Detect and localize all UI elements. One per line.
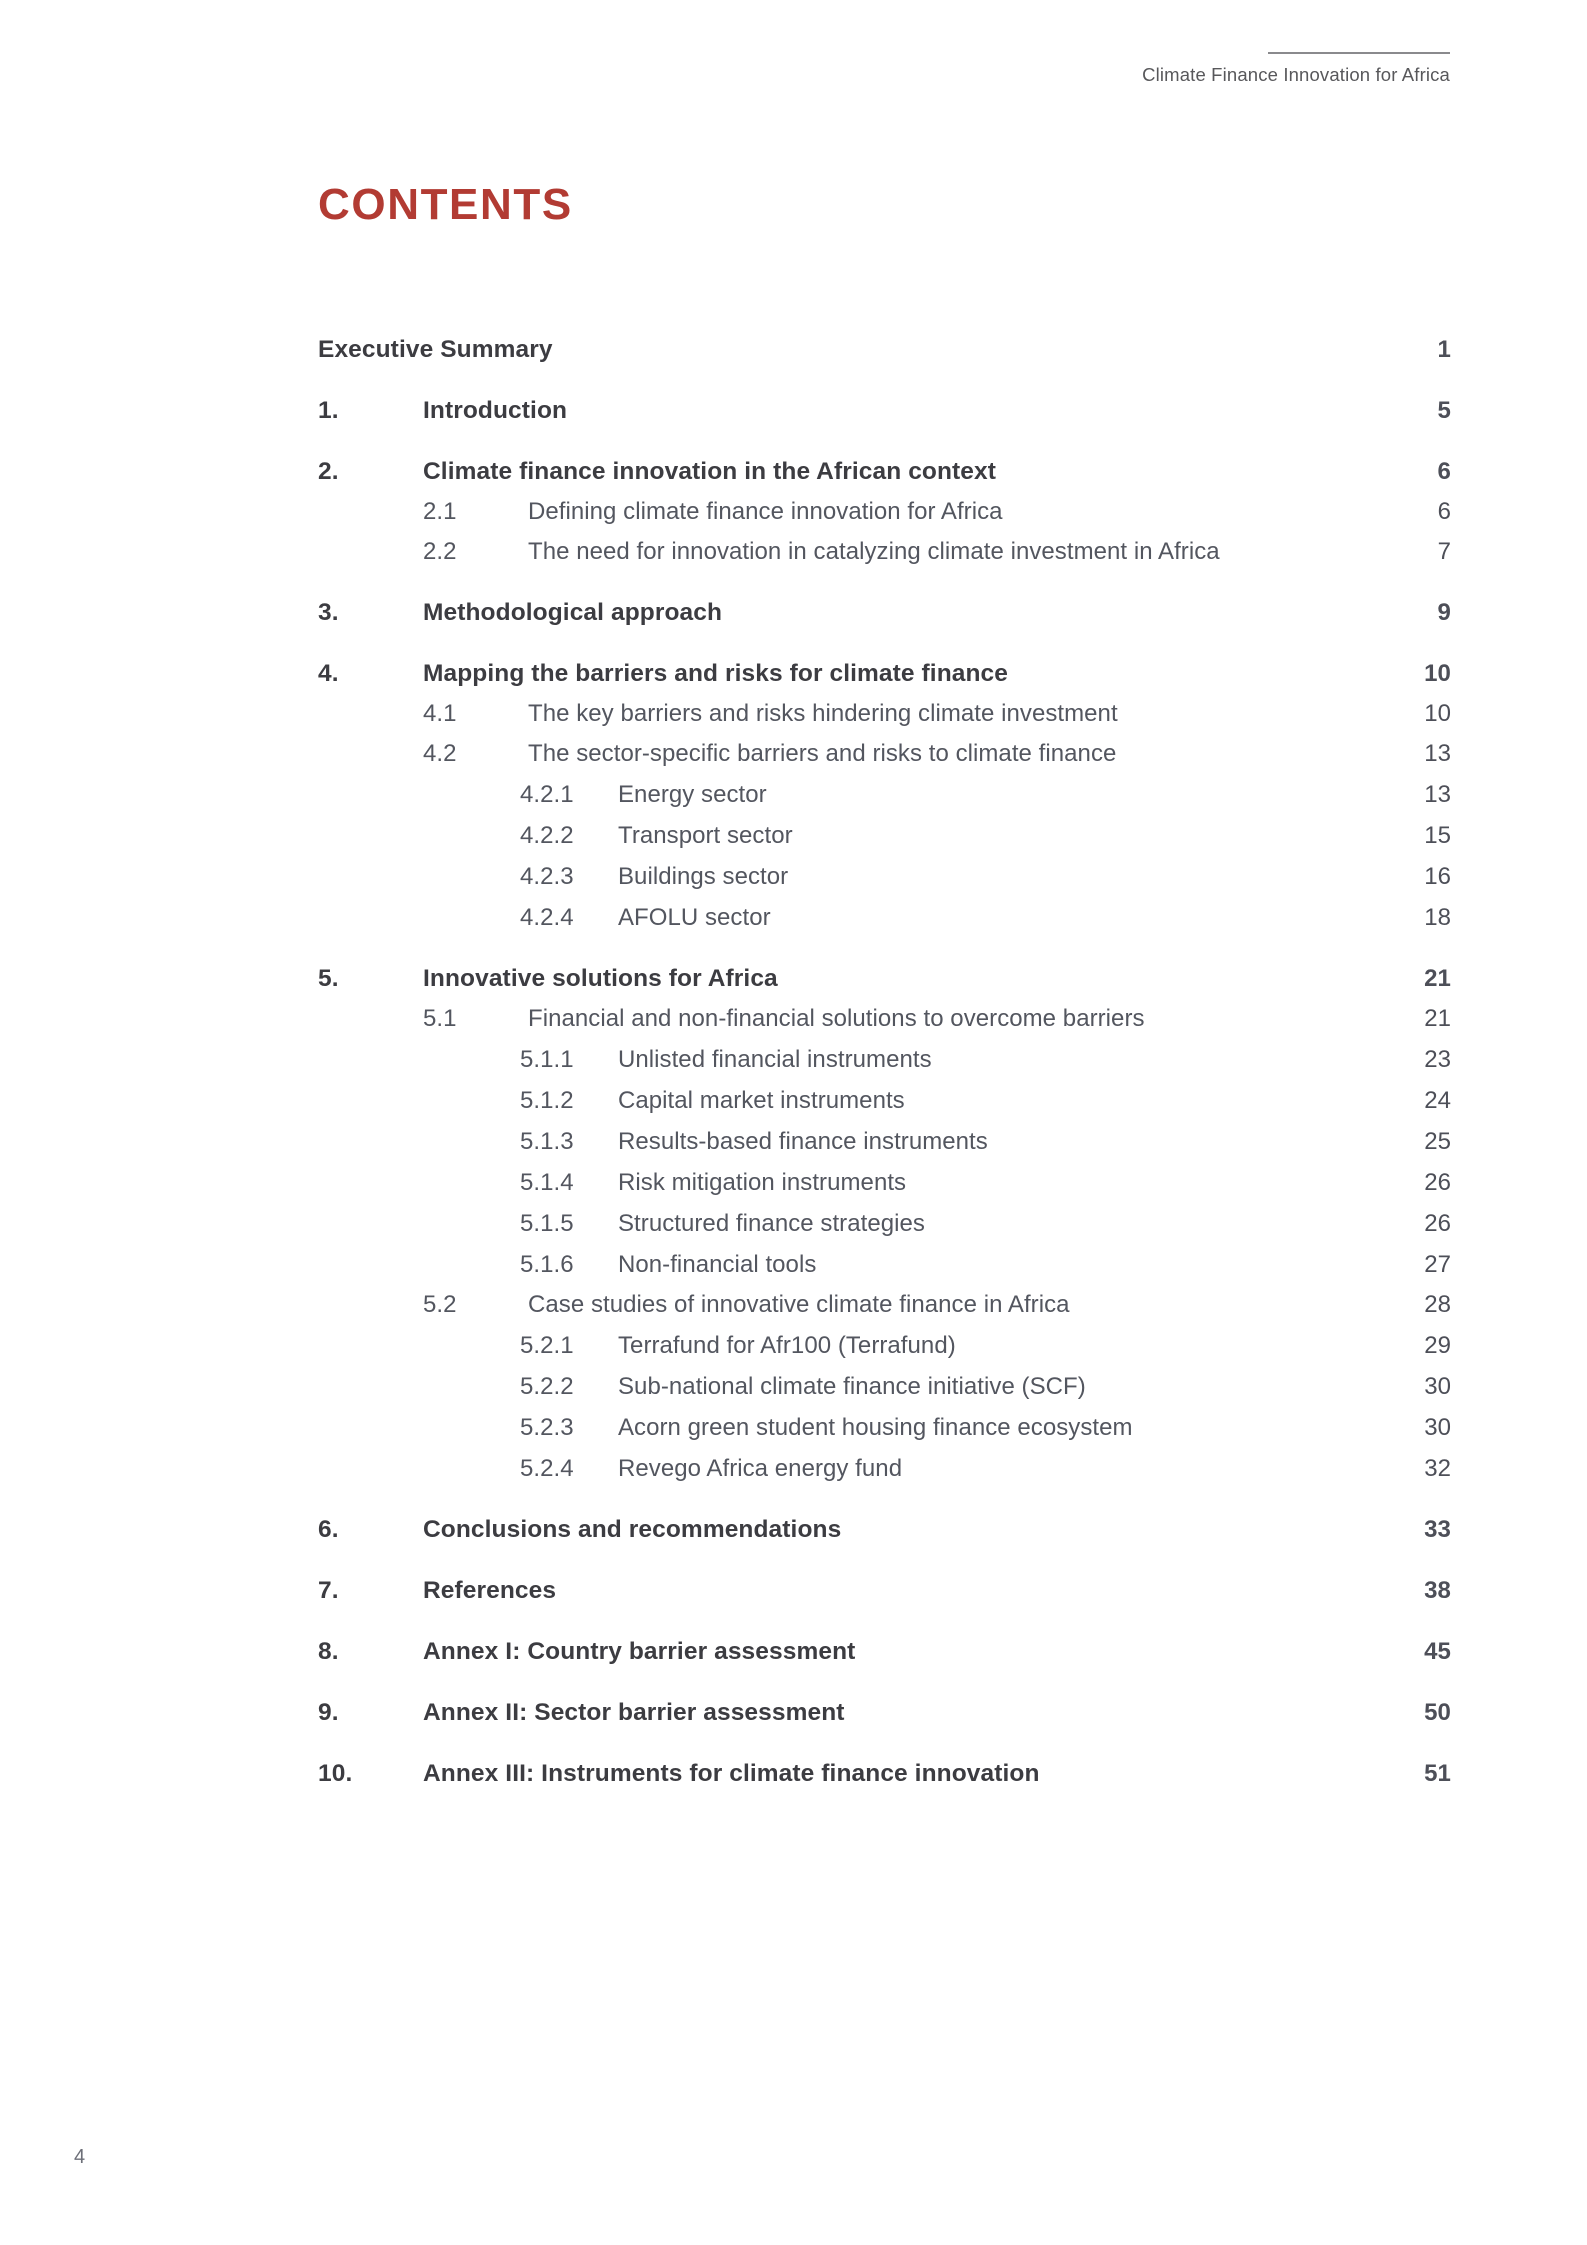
toc-group-gap (318, 566, 1451, 599)
toc-entry-page-number: 25 (1424, 1128, 1451, 1155)
toc-entry-page-number: 45 (1424, 1638, 1451, 1665)
toc-entry-page-number: 13 (1424, 781, 1451, 808)
toc-entry-number: 7. (318, 1577, 339, 1604)
toc-group-gap (318, 1605, 1451, 1638)
toc-entry-page-number: 18 (1424, 904, 1451, 931)
toc-entry[interactable] (318, 1638, 1451, 1666)
toc-entry-number: 4.2.3 (520, 863, 574, 890)
toc-entry-page-number: 30 (1424, 1414, 1451, 1441)
toc-entry-title: Innovative solutions for Africa (423, 965, 778, 992)
toc-entry-page-number: 13 (1424, 740, 1451, 767)
toc-entry-title: Conclusions and recommendations (423, 1516, 842, 1543)
toc-entry-number: 5.2.4 (520, 1455, 574, 1482)
toc-entry-title: The key barriers and risks hindering climate investment (528, 700, 1118, 727)
toc-entry-number: 5.2.3 (520, 1414, 574, 1441)
toc-entry-title: Non-financial tools (618, 1251, 817, 1278)
toc-entry[interactable] (318, 1332, 1451, 1360)
toc-entry[interactable] (318, 700, 1451, 728)
toc-entry[interactable] (318, 965, 1451, 993)
toc-entry-number: 4.1 (423, 700, 457, 727)
toc-entry[interactable] (318, 1455, 1451, 1483)
toc-entry-title: Annex II: Sector barrier assessment (423, 1699, 845, 1726)
toc-entry[interactable] (318, 397, 1451, 425)
toc-entry-number: 5.2 (423, 1291, 457, 1318)
toc-entry[interactable] (318, 863, 1451, 891)
toc-entry[interactable] (318, 740, 1451, 768)
toc-entry-number: 5.1.5 (520, 1210, 574, 1237)
toc-entry-page-number: 16 (1424, 863, 1451, 890)
toc-entry-number: 5.1.1 (520, 1046, 574, 1073)
toc-entry-page-number: 24 (1424, 1087, 1451, 1114)
toc-entry-title: Introduction (423, 397, 568, 424)
toc-entry-title: Capital market instruments (618, 1087, 905, 1114)
toc-entry-title: Transport sector (618, 822, 793, 849)
toc-entry-title: Sub-national climate finance initiative (SCF) (618, 1373, 1086, 1400)
toc-entry-title: References (423, 1577, 557, 1604)
toc-entry-title: Buildings sector (618, 863, 789, 890)
toc-entry-page-number: 23 (1424, 1046, 1451, 1073)
toc-entry[interactable] (318, 599, 1451, 627)
toc-entry-page-number: 1 (1437, 336, 1451, 363)
page-title: CONTENTS (318, 180, 573, 229)
toc-entry-number: 4.2 (423, 740, 457, 767)
toc-entry-page-number: 50 (1424, 1699, 1451, 1726)
toc-entry-number: 2.1 (423, 498, 457, 525)
toc-entry-title: The sector-specific barriers and risks to climate finance (528, 740, 1117, 767)
toc-entry-title: Terrafund for Afr100 (Terrafund) (618, 1332, 956, 1359)
toc-entry-page-number: 27 (1424, 1251, 1451, 1278)
toc-entry-page-number: 30 (1424, 1373, 1451, 1400)
running-header-title: Climate Finance Innovation for Africa (1142, 64, 1450, 85)
toc-entry-number: 6. (318, 1516, 339, 1543)
toc-entry-page-number: 10 (1424, 660, 1451, 687)
toc-entry-number: 5.2.2 (520, 1373, 574, 1400)
toc-entry[interactable] (318, 538, 1451, 566)
running-header (1142, 52, 1450, 85)
toc-entry-number: 9. (318, 1699, 339, 1726)
toc-entry-number: 10. (318, 1760, 353, 1787)
toc-entry[interactable] (318, 498, 1451, 526)
toc-entry-number: 5.1 (423, 1005, 457, 1032)
toc-entry-page-number: 32 (1424, 1455, 1451, 1482)
toc-entry-number: 5.1.6 (520, 1251, 574, 1278)
toc-entry-page-number: 26 (1424, 1169, 1451, 1196)
toc-entry[interactable] (318, 1046, 1451, 1074)
toc-entry-number: 1. (318, 397, 339, 424)
toc-entry-title: Defining climate finance innovation for Africa (528, 498, 1003, 525)
toc-entry-page-number: 9 (1437, 599, 1451, 626)
toc-entry[interactable] (318, 1251, 1451, 1279)
toc-group-gap (318, 627, 1451, 660)
toc-entry[interactable] (318, 1291, 1451, 1319)
toc-entry-page-number: 33 (1424, 1516, 1451, 1543)
toc-entry-page-number: 29 (1424, 1332, 1451, 1359)
toc-entry-page-number: 26 (1424, 1210, 1451, 1237)
toc-entry-title: Structured finance strategies (618, 1210, 925, 1237)
toc-entry[interactable] (318, 1128, 1451, 1156)
toc-entry-page-number: 5 (1437, 397, 1451, 424)
toc-group-gap (318, 932, 1451, 965)
toc-entry-page-number: 6 (1437, 458, 1451, 485)
toc-entry-title: AFOLU sector (618, 904, 771, 931)
toc-entry-title: The need for innovation in catalyzing climate investment in Africa (528, 538, 1220, 565)
toc-entry[interactable] (318, 1699, 1451, 1727)
toc-entry-page-number: 21 (1424, 965, 1451, 992)
toc-entry-number: 4.2.2 (520, 822, 574, 849)
toc-entry-title: Revego Africa energy fund (618, 1455, 903, 1482)
toc-entry-number: 4.2.1 (520, 781, 574, 808)
toc-entry[interactable] (318, 1087, 1451, 1115)
toc-entry-title: Financial and non-financial solutions to overcome barriers (528, 1005, 1145, 1032)
toc-entry-number: 2.2 (423, 538, 457, 565)
toc-entry-number: 5.1.3 (520, 1128, 574, 1155)
toc-group-gap (318, 1727, 1451, 1760)
toc-entry-title: Risk mitigation instruments (618, 1169, 907, 1196)
toc-entry-page-number: 38 (1424, 1577, 1451, 1604)
toc-entry[interactable] (318, 1210, 1451, 1238)
toc-entry-title: Unlisted financial instruments (618, 1046, 932, 1073)
toc-entry-title: Executive Summary (318, 336, 553, 363)
toc-entry-number: 5.1.2 (520, 1087, 574, 1114)
table-of-contents (318, 336, 1451, 1788)
toc-entry-title: Acorn green student housing finance ecosystem (618, 1414, 1133, 1441)
toc-entry[interactable] (318, 822, 1451, 850)
toc-entry[interactable] (318, 781, 1451, 809)
toc-entry[interactable] (318, 458, 1451, 486)
toc-entry-title: Mapping the barriers and risks for climate finance (423, 660, 1008, 687)
toc-entry-number: 4. (318, 660, 339, 687)
toc-entry-page-number: 10 (1424, 700, 1451, 727)
toc-group-gap (318, 425, 1451, 458)
toc-entry-number: 5. (318, 965, 339, 992)
toc-entry-number: 2. (318, 458, 339, 485)
page-number-footer: 4 (74, 2146, 86, 2168)
toc-group-gap (318, 1544, 1451, 1577)
toc-entry-title: Results-based finance instruments (618, 1128, 988, 1155)
toc-entry[interactable] (318, 1005, 1451, 1033)
toc-entry[interactable] (318, 660, 1451, 688)
toc-group-gap (318, 364, 1451, 397)
toc-entry-number: 5.1.4 (520, 1169, 574, 1196)
toc-entry[interactable] (318, 1414, 1451, 1442)
toc-entry-number: 4.2.4 (520, 904, 574, 931)
toc-entry[interactable] (318, 1577, 1451, 1605)
toc-entry[interactable] (318, 1373, 1451, 1401)
toc-entry-page-number: 51 (1424, 1760, 1451, 1787)
toc-group-gap (318, 1483, 1451, 1516)
toc-entry-number: 8. (318, 1638, 339, 1665)
toc-entry-title: Energy sector (618, 781, 767, 808)
toc-entry-title: Annex III: Instruments for climate finance innovation (423, 1760, 1040, 1787)
toc-entry-page-number: 21 (1424, 1005, 1451, 1032)
toc-entry-title: Annex I: Country barrier assessment (423, 1638, 856, 1665)
toc-entry-title: Methodological approach (423, 599, 723, 626)
toc-entry-page-number: 7 (1437, 538, 1451, 565)
toc-entry-page-number: 28 (1424, 1291, 1451, 1318)
toc-entry-title: Case studies of innovative climate finance in Africa (528, 1291, 1070, 1318)
toc-entry[interactable] (318, 1760, 1451, 1788)
toc-entry-page-number: 15 (1424, 822, 1451, 849)
toc-entry-page-number: 6 (1437, 498, 1451, 525)
toc-entry[interactable] (318, 336, 1451, 364)
header-rule (1268, 52, 1450, 54)
toc-entry-title: Climate finance innovation in the African context (423, 458, 997, 485)
toc-entry-number: 5.2.1 (520, 1332, 574, 1359)
toc-entry[interactable] (318, 904, 1451, 932)
toc-entry-number: 3. (318, 599, 339, 626)
toc-entry[interactable] (318, 1516, 1451, 1544)
toc-entry[interactable] (318, 1169, 1451, 1197)
toc-group-gap (318, 1666, 1451, 1699)
